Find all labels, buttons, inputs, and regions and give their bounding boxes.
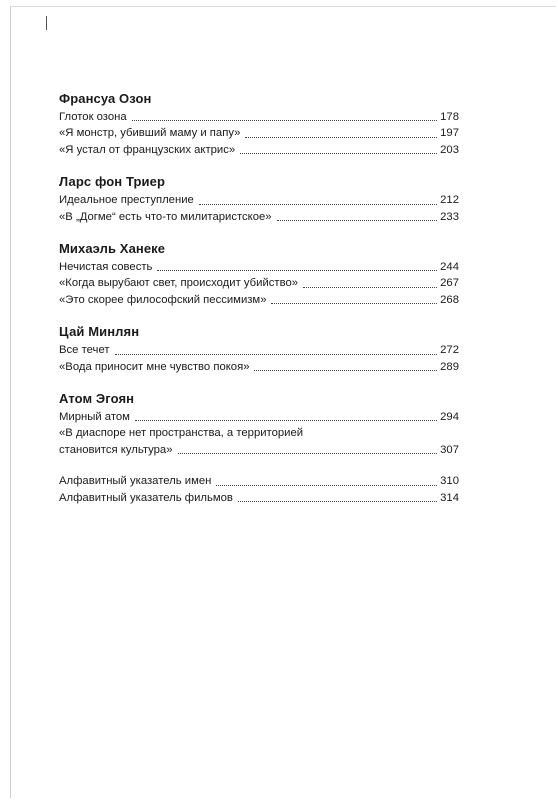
entry-title: Все течет: [59, 344, 110, 357]
page-number: 267: [440, 277, 459, 290]
section-egoyan: [59, 390, 459, 458]
page-number: 203: [440, 143, 459, 156]
entry-title: «Вода приносит мне чувство покоя»: [59, 360, 250, 373]
section-title: Франсуа Озон: [59, 91, 152, 106]
toc-entry: [59, 342, 459, 358]
section-ozon: [59, 90, 459, 158]
dot-leader: [254, 370, 437, 371]
entry-title-line: «В диаспоре нет пространства, а территорией: [59, 427, 304, 440]
page-number: 268: [440, 293, 459, 306]
dot-leader: [115, 354, 438, 355]
dot-leader: [277, 220, 438, 221]
page-number: 310: [440, 475, 459, 488]
page-number: 307: [440, 443, 459, 456]
dot-leader: [303, 287, 437, 288]
table-of-contents: [59, 90, 459, 521]
section-indexes: [59, 473, 459, 506]
section-tsai: [59, 323, 459, 375]
entry-title: Алфавитный указатель фильмов: [59, 491, 233, 504]
toc-entry: [59, 275, 459, 291]
dot-leader: [178, 453, 438, 454]
section-haneke: [59, 240, 459, 308]
entry-title: Мирный атом: [59, 411, 130, 424]
entry-title: «Я устал от французских актрис»: [59, 143, 236, 156]
page-number: 178: [440, 111, 459, 123]
entry-title: Алфавитный указатель имен: [59, 475, 212, 488]
page-number: 314: [440, 491, 459, 504]
page-number: 289: [440, 360, 459, 373]
page-number: 197: [440, 127, 459, 140]
dot-leader: [240, 153, 437, 154]
toc-entry: [59, 359, 459, 375]
dot-leader: [216, 485, 437, 486]
entry-title: становится культура»: [59, 443, 173, 456]
toc-entry: [59, 490, 459, 506]
entry-title: Идеальное преступление: [59, 194, 194, 207]
toc-entry: [59, 442, 459, 458]
page-number: 294: [440, 411, 459, 424]
toc-entry: [59, 409, 459, 425]
toc-entry: [59, 142, 459, 158]
page-number: 272: [440, 344, 459, 357]
dot-leader: [135, 420, 437, 421]
section-title: Михаэль Ханеке: [59, 241, 166, 257]
dot-leader: [245, 137, 437, 138]
toc-entry: [59, 109, 459, 125]
section-title: Ларс фон Триер: [59, 174, 166, 190]
page-number: 244: [440, 261, 459, 274]
toc-entry: [59, 473, 459, 489]
toc-entry: [59, 192, 459, 208]
entry-title: «Я монстр, убивший маму и папу»: [59, 127, 241, 140]
entry-title: «Это скорее философский пессимизм»: [59, 293, 267, 306]
entry-title: «Когда вырубают свет, происходит убийство»: [59, 277, 299, 290]
dot-leader: [199, 204, 437, 205]
section-title: Цай Минлян: [59, 324, 140, 340]
dot-leader: [271, 303, 437, 304]
section-title: Атом Эгоян: [59, 391, 135, 407]
toc-entry: [59, 292, 459, 308]
page-number: 212: [440, 194, 459, 207]
crop-mark: [46, 16, 47, 30]
page-number: 233: [440, 210, 459, 223]
dot-leader: [238, 501, 437, 502]
toc-entry: [59, 259, 459, 275]
entry-title: Глоток озона: [59, 111, 127, 123]
entry-title: Нечистая совесть: [59, 261, 153, 274]
entry-title: «В „Догме“ есть что-то милитаристское»: [59, 210, 272, 223]
section-trier: [59, 173, 459, 225]
toc-entry: [59, 125, 459, 141]
dot-leader: [132, 120, 437, 121]
dot-leader: [157, 270, 437, 271]
toc-entry: [59, 209, 459, 225]
